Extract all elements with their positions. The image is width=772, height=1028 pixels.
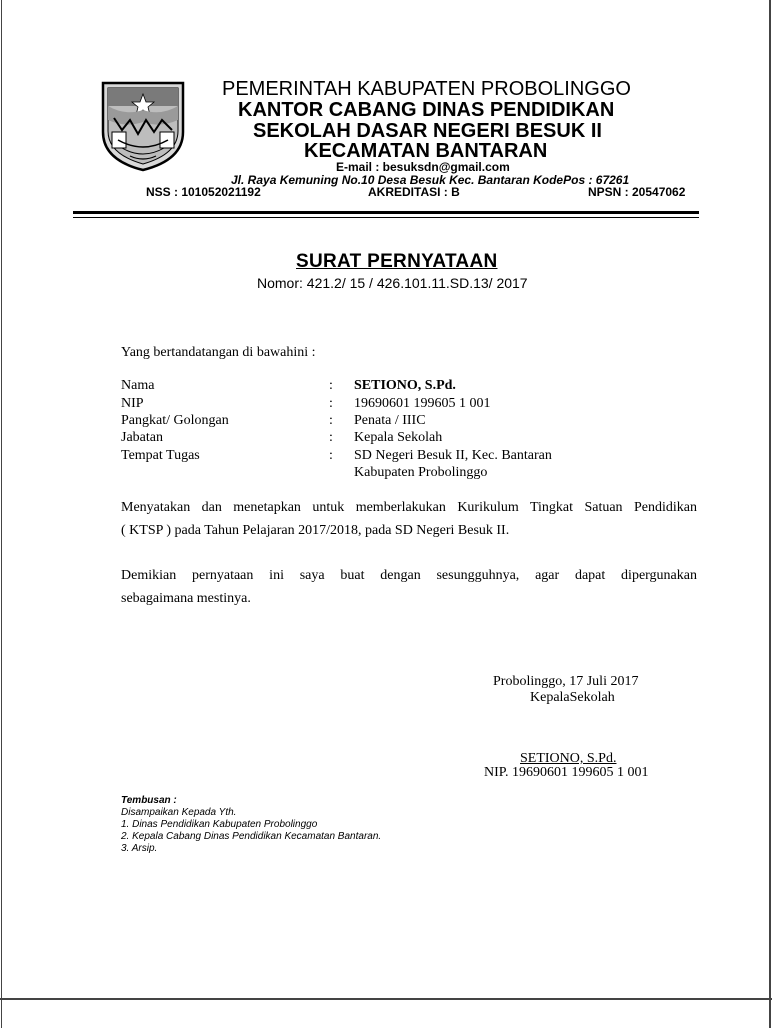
field-value-nama: SETIONO, S.Pd. [354, 378, 456, 393]
field-value-tempat-tugas-line-2: Kabupaten Probolinggo [354, 465, 488, 480]
field-colon: : [329, 396, 333, 411]
field-label-pangkat: Pangkat/ Golongan [121, 413, 229, 428]
tembusan-intro: Disampaikan Kepada Yth. [121, 807, 237, 818]
field-value-tempat-tugas: SD Negeri Besuk II, Kec. Bantaran [354, 448, 552, 463]
field-label-jabatan: Jabatan [121, 430, 163, 445]
field-value-jabatan: Kepala Sekolah [354, 430, 443, 445]
tembusan-item: 3. Arsip. [121, 843, 158, 854]
closing-line-2: sebagaimana mestinya. [121, 591, 251, 606]
tembusan-item: 2. Kepala Cabang Dinas Pendidikan Kecamatan Bantaran. [121, 831, 382, 842]
page-border-bottom [0, 998, 772, 1000]
header-email: E-mail : besuksdn@gmail.com [336, 160, 510, 174]
header-line-1: PEMERINTAH KABUPATEN PROBOLINGGO [222, 78, 631, 100]
signature-name: SETIONO, S.Pd. [520, 751, 617, 766]
tembusan-item: 1. Dinas Pendidikan Kabupaten Probolinggo [121, 819, 318, 830]
field-label-nama: Nama [121, 378, 155, 393]
page-border-right [769, 0, 771, 1028]
tembusan-section [121, 795, 381, 855]
signature-nip: NIP. 19690601 199605 1 001 [484, 765, 649, 780]
header-line-2: KANTOR CABANG DINAS PENDIDIKAN [238, 99, 615, 121]
tembusan-title: Tembusan : [121, 795, 177, 806]
field-colon: : [329, 448, 333, 463]
closing-line-1: Demikian pernyataan ini saya buat dengan sesungguhnya, agar dapat dipergunakan [121, 568, 697, 583]
signature-place-date: Probolinggo, 17 Juli 2017 [493, 674, 639, 689]
statement-line-2: ( KTSP ) pada Tahun Pelajaran 2017/2018, pada SD Negeri Besuk II. [121, 523, 510, 538]
signature-role: KepalaSekolah [530, 690, 615, 705]
regency-emblem-icon [100, 80, 186, 172]
header-nss: NSS : 101052021192 [146, 185, 261, 199]
header-rule-thin [73, 217, 699, 218]
field-colon: : [329, 413, 333, 428]
header-akreditasi: AKREDITASI : B [368, 185, 460, 199]
field-label-tempat-tugas: Tempat Tugas [121, 448, 200, 463]
header-identifiers [146, 185, 702, 199]
header-line-3: SEKOLAH DASAR NEGERI BESUK II [253, 120, 602, 142]
header-line-4: KECAMATAN BANTARAN [304, 140, 548, 162]
header-rule-thick [73, 211, 699, 214]
header-npsn: NPSN : 20547062 [588, 185, 686, 199]
letter-number: Nomor: 421.2/ 15 / 426.101.11.SD.13/ 2017 [257, 275, 528, 291]
header-address: Jl. Raya Kemuning No.10 Desa Besuk Kec. Bantaran KodePos : 67261 [231, 173, 630, 187]
letter-title: SURAT PERNYATAAN [296, 251, 498, 272]
field-label-nip: NIP [121, 396, 144, 411]
statement-line-1: Menyatakan dan menetapkan untuk memberlakukan Kurikulum Tingkat Satuan Pendidikan [121, 500, 697, 515]
field-colon: : [329, 430, 333, 445]
page-border-left [1, 0, 2, 1028]
intro-text: Yang bertandatangan di bawahini : [121, 345, 316, 360]
closing-paragraph [121, 564, 697, 610]
field-value-nip: 19690601 199605 1 001 [354, 396, 491, 411]
field-value-pangkat: Penata / IIIC [354, 413, 426, 428]
statement-paragraph [121, 496, 697, 542]
field-colon: : [329, 378, 333, 393]
